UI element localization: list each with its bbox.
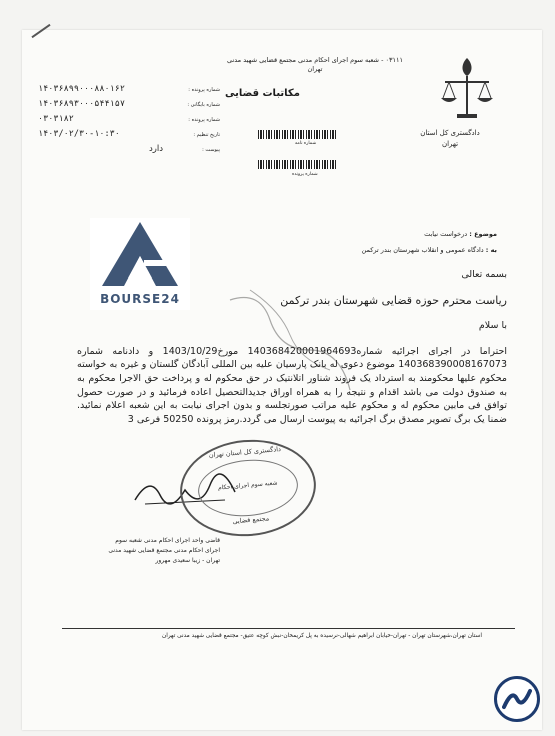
addressee: ریاست محترم حوزه قضایی شهرستان بندر ترکمن (280, 293, 507, 307)
letter-paragraph: احتراما در اجرای اجرائیه شماره140368420001964693 مورخ1403/10/29 و دادنامه شماره 140368390008167073 موضوع دعوی له بانک پارسیان علیه بین المللی آبادگان گلستان و غیره به خواسته محکوم علیها محکومند به استرداد یک فروند شناور اتلانتیک در حق محکوم له و پرداخت حق الاجرا محکوم به به صندوق دولت می باشد اقدام و نتیجه را به همراه اوراق جدیدالتحصیل اعاده فرمائید و در صورت حصول توافق فی مابین محکوم له و محکوم علیه مراتب صورتجلسه و بدون اجرای نیابت به این شعبه اعلام نمائید. ضمنا یک برگ تصویر مصدق برگ اجرائیه به پیوست ارسال می گردد.رمز پرونده 50250 فرعی 3 (77, 345, 507, 425)
footer-divider (62, 628, 515, 629)
meta-label: شماره پرونده : (188, 87, 220, 93)
case-number: ۱۴۰۳۶۸۹۹۰۰۰۸۸۰۱۶۲ (38, 84, 125, 94)
greeting: با سلام (478, 320, 507, 332)
bourse24-logo-text: BOURSE24 (100, 292, 180, 306)
agency-line: تهران (441, 139, 459, 148)
agency-name (415, 128, 485, 149)
court-branch (200, 56, 430, 74)
signer-block (70, 536, 220, 566)
archive-number: ۱۴۰۳۶۸۹۳۰۰۰۵۴۴۱۵۷ (38, 99, 125, 109)
corner-logo (494, 676, 540, 722)
meta-label: شماره بایگانی : (187, 102, 220, 108)
meta-labels (165, 83, 220, 158)
barcode-label: شماره پرونده (292, 172, 318, 177)
signer-name: تهران - زیبا سعیدی مهرور (155, 557, 220, 564)
chart-line-icon (502, 685, 532, 713)
barcode (258, 130, 336, 139)
barcode (258, 160, 336, 169)
judiciary-emblem-icon (437, 54, 497, 124)
recipient-value: دادگاه عمومی و انقلاب شهرستان بندر ترکمن (361, 246, 484, 254)
signer-unit: اجرای احکام مدنی مجتمع قضایی شهید مدنی (108, 547, 220, 554)
letter-type: مکاتبات قضایی (225, 88, 300, 99)
meta-label: پیوست : (202, 147, 220, 153)
subject-value: درخواست نیابت (424, 230, 468, 238)
attachment-value: دارد (148, 144, 163, 154)
barcode-label: شماره نامه (295, 141, 317, 146)
recipient-label: به : (485, 246, 497, 254)
issue-date: ۱۴۰۳/۰۲/۳۰-۱۰:۳۰ (38, 129, 120, 139)
court-branch-line: ۰۳۱۱۱ - شعبه سوم اجرای احکام مدنی مجتمع قضایی شهید مدنی (227, 56, 403, 64)
signer-title: قاضی واحد اجرای احکام مدنی شعبه سوم (115, 537, 220, 544)
stamp-text-bottom: مجتمع قضایی (232, 514, 270, 526)
meta-values (38, 82, 163, 157)
basmala: بسمه تعالی (461, 269, 507, 280)
court-branch-city: تهران (307, 65, 323, 74)
meta-label: شماره پرونده : (188, 117, 220, 123)
branch-file-number: ۰۳۰۳۱۸۲ (38, 114, 74, 124)
stamp-text-top: دادگستری کل استان تهران (208, 445, 282, 460)
letter-body (77, 268, 507, 426)
meta-label: تاریخ تنظیم : (193, 132, 220, 138)
subject-block (217, 226, 497, 258)
agency-line: دادگستری کل استان (420, 129, 480, 137)
footer-address: استان تهران،شهرستان تهران - تهران-خیابان ابراهیم شهالی-نرسیده به پل کریمخان-نبش کوچه عتیق- مجتمع قضایی شهید مدنی تهران (161, 633, 482, 639)
subject-label: موضوع : (469, 230, 497, 238)
stamp-text-mid: شعبه سوم اجرای احکام (217, 479, 278, 492)
